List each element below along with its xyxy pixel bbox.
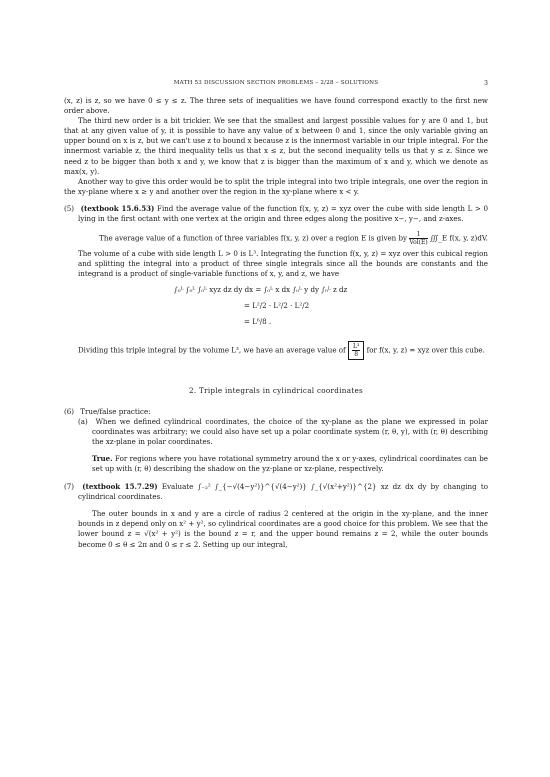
problem-6-label: (6) [64,406,75,416]
average-definition-text: The average value of a function of three variables f(x, y, z) over a region E is given by [99,233,408,243]
problem-7-source: (textbook 15.7.29) [82,482,158,492]
average-formula-integral: ∭_E f(x, y, z)dV. [429,233,488,243]
problem-7-solution: The outer bounds in x and y are a circle of radius 2 centered at the origin in the xy-plane, and the inner bounds in z depend only on x² + y², so cylindrical coordinates are a good choice for this problem. We see that the lower bound z = √(x² + y²) is the bound z = r, and the upper bound remains z = 2, while the outer bounds become 0 ≤ θ ≤ 2π and 0 ≤ r ≤ 2. Setting up our integral, [78,509,488,549]
problem-5-text: Find the average value of the function f(x, y, z) = xyz over the cube with side length L > 0 lying in the first octant with one vertex at the origin and three edges along the positive x−, y−, and z-axes. [78,203,488,224]
answer-explanation: For regions where you have rotational symmetry around the x or y-axes, cylindrical coordinates can be set up with (r, θ) describing the shadow on the yz-plane or xz-plane, respectively. [92,453,488,473]
problem-6a-text: When we defined cylindrical coordinates, the choice of the xy-plane as the plane we expressed in polar coordinates was arbitrary; we could also have set up a polar coordinate system (r, θ, y), with (r, θ) describing the xz-plane in polar coordinates. [92,416,488,446]
average-formula-fraction [409,231,427,246]
problem-7 [64,482,488,550]
answer-numerator: L³ [352,343,360,351]
answer-true-word: True. [92,453,113,463]
fraction-denominator: Vol(E) [409,239,428,247]
problem-6a-label: (a) [78,416,88,426]
answer-denominator: 8 [354,351,359,359]
equation-line-2: = L²/2 · L²/2 · L²/2 [244,301,310,311]
problem-5-statement [64,203,488,224]
problem-6a-answer [78,454,488,474]
integral-computation [174,285,488,333]
paragraph-continuation: (x, z) is z, so we have 0 ≤ y ≤ z. The three sets of inequalities we have found correspond exactly to the first new order above. [64,96,488,116]
average-value-definition [78,231,488,246]
equation-line-1: ∫₀ᴸ ∫₀ᴸ ∫₀ᴸ xyz dz dy dx = ∫₀ᴸ x dx ∫₀ᴸ y dy ∫₀ᴸ z dz [174,285,348,295]
page-number: 3 [484,80,488,87]
boxed-answer [348,341,364,360]
section-heading: 2. Triple integrals in cylindrical coordinates [188,386,364,396]
problem-7-instructions: by changing to cylindrical coordinates. [78,482,488,502]
problem-5-source: (textbook 15.6.53) [80,203,155,213]
average-result-paragraph [78,341,488,360]
average-result-tail: for f(x, y, z) = xyz over this cube. [366,345,485,355]
problem-6-intro: True/false practice: [80,406,151,416]
running-header: MATH 53 DISCUSSION SECTION PROBLEMS – 2/28 – SOLUTIONS [173,80,379,86]
problem-6a [78,417,488,447]
fraction-numerator: 1 [409,231,427,239]
page-content [64,96,488,550]
problem-7-label: (7) [64,482,75,492]
paragraph-third-order: The third new order is a bit trickier. We see that the smallest and largest possible values for y are 0 and 1, but that at any given value of y, it is possible to have any value of x between 0 and 1, since the only variable giving an upper bound on x is z, but we can't use z to bound x because z is the innermost variable in our triple integral. For the innermost variable z, the third inequality tells us that x ≤ z, but the second inequality tells us that y ≤ z. Since we need z to be bigger than both x and y, we know that z is bigger than the maximum of x and y, which we denote as max(x, y). [64,116,488,176]
volume-paragraph: The volume of a cube with side length L > 0 is L³. Integrating the function f(x, y, z) = xyz over this cubical region and splitting the integral into a product of three single integrals since all the bounds are constants and the integrand is a product of single-variable functions of x, y, and z, we have [78,249,488,279]
paragraph-split-integral: Another way to give this order would be to split the triple integral into two triple integrals, one over the region in the xy-plane where x ≥ y and another over the region in the xy-plane where x < y. [64,176,488,196]
problem-5 [64,204,488,360]
problem-7-integral: ∫₋₂² ∫_{−√(4−y²)}^{√(4−y²)} ∫_{√(x²+y²)}^{2} xz dz dx dy [197,482,427,492]
problem-6 [64,407,488,475]
problem-5-label: (5) [64,203,75,213]
problem-7-evaluate: Evaluate [161,482,194,492]
average-result-text: Dividing this triple integral by the volume L³, we have an average value of [78,345,346,355]
equation-line-3: = L⁶/8 . [244,317,272,327]
